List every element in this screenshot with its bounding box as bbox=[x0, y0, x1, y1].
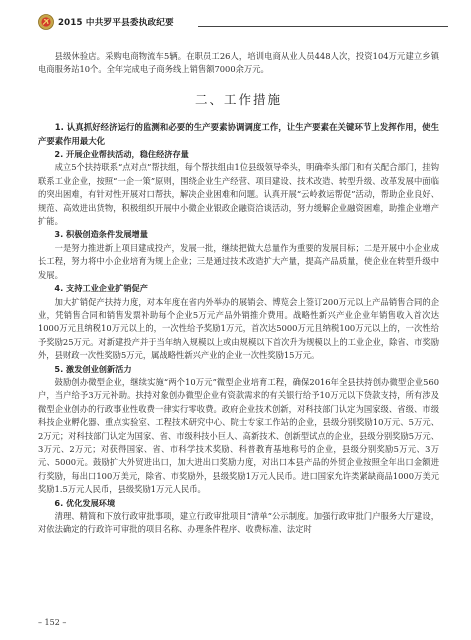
intro-paragraph: 县级休验店。采购电商物流车5辆。在职员工26人，培训电商从业人员448人次，投资104万元建立乡镇电商服务站10个。全年完成电子商务线上销售额7000余万元。 bbox=[38, 51, 439, 75]
item-body: 成立5个扶持联系“点对点”帮扶组，每个帮扶组由1位县级领导牵头，明确牵头部门和有关配合部门，挂钩联系工业企业，按照“一企一策”原则，围绕企业生产经营、项目建设、技术改造、转型升级、改革发展中面临的突出困难，有针对性开展对口帮扶，解决企业困难和问题。认真开展“云岭救运帮促”活动，帮助企业良好、规范、高效进出货物，积极组织开展中小微企业银政企融资洽谈活动，努力缓解企业融资困难，助推企业增产扩能。 bbox=[38, 162, 439, 227]
point-1-heading: 1. 认真抓好经济运行的监测和必要的生产要素协调调度工作，让生产要素在关键环节上发挥作用，使生产要素作用最大化 bbox=[38, 122, 439, 146]
item-body: 一是努力推进新上项目建成投产，发展一批，继续把做大总量作为重要的发展目标；二是开展中小企业成长工程，努力将中小企业培育为规上企业；三是通过技术改造扩大产量，提高产品质量，使企业在转型升级中发展。 bbox=[38, 242, 439, 280]
item-heading: 3. 积极创造条件发展增量 bbox=[54, 229, 148, 240]
header-title: 2015 中共罗平县委执政纪要 bbox=[58, 18, 174, 28]
item-heading: 2. 开展企业帮扶活动，稳住经济存量 bbox=[54, 149, 189, 160]
item-body: 鼓励创办微型企业，继续实施“两个10万元”微型企业培育工程，确保2016年全县扶持创办微型企业560户，当户给予3万元补助。扶持对象创办微型企业有资款需求的有关银行给予10万元以下贷款支持，所有涉及微型企业创办的行政事业性收费一律实行零收费。政府企业技术创新，对科技部门认定为国家级、省级、市级科技企业孵化器、重点实验室、工程技术研究中心、院士专家工作站的企业，县级分别奖励10万元、5万元、2万元；对科技部门认定为国家、省、市级科技小巨人、高新技术、创新型试点的企业，县级分别奖励5万元、3万元、2万元；对获得国家、省、市科学技术奖励、科普教育基地称号的企业，县级分别奖励5万元、3万元、5000元。鼓励扩大外贸进出口，加大进出口奖励力度，对出口本县产品的外贸企业按照全年出口金额进行奖励，每出口100万美元，除省、市奖励外，县级奖励1万元人民币。进口国家允许类紧缺商品1000万美元奖励1.5万元人民币，县级奖励1万元人民币。 bbox=[38, 376, 439, 495]
page-number: – 152 – bbox=[38, 618, 67, 627]
document-body bbox=[38, 50, 439, 537]
header-rule bbox=[198, 26, 448, 27]
item-heading: 6. 优化发展环境 bbox=[54, 497, 116, 508]
item-heading: 5. 激发创业创新活力 bbox=[54, 363, 132, 374]
item-body: 加大扩销促产扶持力度，对本年度在省内外举办的展销会、博览会上签订200万元以上产品销售合同的企业，凭销售合同和销售发票补助每个企业5万元产品外销推介费用。战略性新兴产业企业年销售收入首次达1000万元且纳税10万元以上的，一次性给予奖励1万元，首次达5000万元且纳税100万元以上的，一次性给予奖励25万元。对新建投产并于当年纳入规模以上或由规模以下首次升为规模以上的工业企业，除省、市奖励外，县财政一次性奖励5万元，属战略性新兴产业的企业一次性奖励15万元。 bbox=[38, 296, 439, 361]
section-title: 二、工作措施 bbox=[194, 91, 282, 107]
page-header bbox=[38, 0, 448, 38]
party-emblem-icon bbox=[38, 14, 54, 30]
item-heading: 4. 支持工业企业扩销促产 bbox=[54, 283, 148, 294]
item-body: 清理、精简和下放行政审批事项，建立行政审批项目“清单”公示制度。加强行政审批门户服务大厅建设，对依法确定的行政许可审批的项目名称、办理条件程序、收费标准、法定时 bbox=[38, 511, 439, 535]
